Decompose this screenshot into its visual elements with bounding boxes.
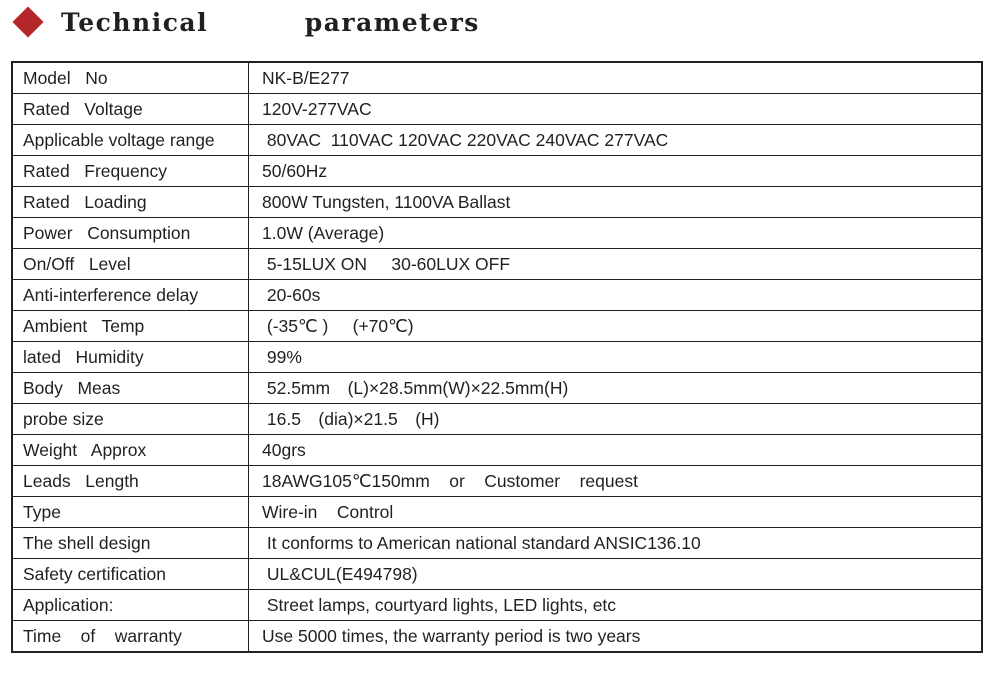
parameter-value: 20-60s — [249, 280, 983, 311]
technical-parameters-table — [11, 61, 983, 653]
table-row — [12, 280, 982, 311]
table-row — [12, 311, 982, 342]
parameter-value: 1.0W (Average) — [249, 218, 983, 249]
table-row — [12, 94, 982, 125]
parameter-value: 800W Tungsten, 1100VA Ballast — [249, 187, 983, 218]
parameter-value: Street lamps, courtyard lights, LED lights, etc — [249, 590, 983, 621]
parameter-value: 50/60Hz — [249, 156, 983, 187]
parameter-label: Model No — [12, 62, 249, 94]
parameter-label: lated Humidity — [12, 342, 249, 373]
parameter-value: Wire-in Control — [249, 497, 983, 528]
parameter-value: 99% — [249, 342, 983, 373]
parameter-value: 80VAC 110VAC 120VAC 220VAC 240VAC 277VAC — [249, 125, 983, 156]
section-header — [12, 4, 480, 40]
section-title: Technical parameters — [61, 7, 480, 37]
table-row — [12, 497, 982, 528]
parameter-label: Leads Length — [12, 466, 249, 497]
table-row — [12, 342, 982, 373]
parameter-label: Rated Loading — [12, 187, 249, 218]
parameter-value: Use 5000 times, the warranty period is two years — [249, 621, 983, 653]
parameter-value: 120V-277VAC — [249, 94, 983, 125]
table-row — [12, 125, 982, 156]
parameter-label: Safety certification — [12, 559, 249, 590]
table-row — [12, 559, 982, 590]
parameter-value: NK-B/E277 — [249, 62, 983, 94]
parameter-value: UL&CUL(E494798) — [249, 559, 983, 590]
parameter-label: Weight Approx — [12, 435, 249, 466]
table-row — [12, 621, 982, 653]
diamond-bullet-icon — [12, 6, 43, 37]
table-row — [12, 373, 982, 404]
table-row — [12, 187, 982, 218]
table-row — [12, 435, 982, 466]
table-row — [12, 218, 982, 249]
parameter-label: probe size — [12, 404, 249, 435]
parameter-value: 16.5 (dia)×21.5 (H) — [249, 404, 983, 435]
parameter-label: Type — [12, 497, 249, 528]
parameter-label: Anti-interference delay — [12, 280, 249, 311]
parameter-label: Rated Voltage — [12, 94, 249, 125]
table-row — [12, 528, 982, 559]
parameter-value: It conforms to American national standard ANSIC136.10 — [249, 528, 983, 559]
parameter-value: 18AWG105℃150mm or Customer request — [249, 466, 983, 497]
table-row — [12, 404, 982, 435]
table-row — [12, 466, 982, 497]
table-row — [12, 156, 982, 187]
parameter-value: 5-15LUX ON 30-60LUX OFF — [249, 249, 983, 280]
parameter-value: 52.5mm (L)×28.5mm(W)×22.5mm(H) — [249, 373, 983, 404]
parameter-value: (-35℃ ) (+70℃) — [249, 311, 983, 342]
parameter-label: Applicable voltage range — [12, 125, 249, 156]
parameter-label: The shell design — [12, 528, 249, 559]
parameter-label: Time of warranty — [12, 621, 249, 653]
parameter-value: 40grs — [249, 435, 983, 466]
table-row — [12, 249, 982, 280]
parameter-label: Rated Frequency — [12, 156, 249, 187]
parameter-label: Power Consumption — [12, 218, 249, 249]
parameter-label: Ambient Temp — [12, 311, 249, 342]
table-row — [12, 590, 982, 621]
parameter-label: Application: — [12, 590, 249, 621]
table-row — [12, 62, 982, 94]
table-body — [12, 62, 982, 652]
parameter-label: Body Meas — [12, 373, 249, 404]
parameter-label: On/Off Level — [12, 249, 249, 280]
